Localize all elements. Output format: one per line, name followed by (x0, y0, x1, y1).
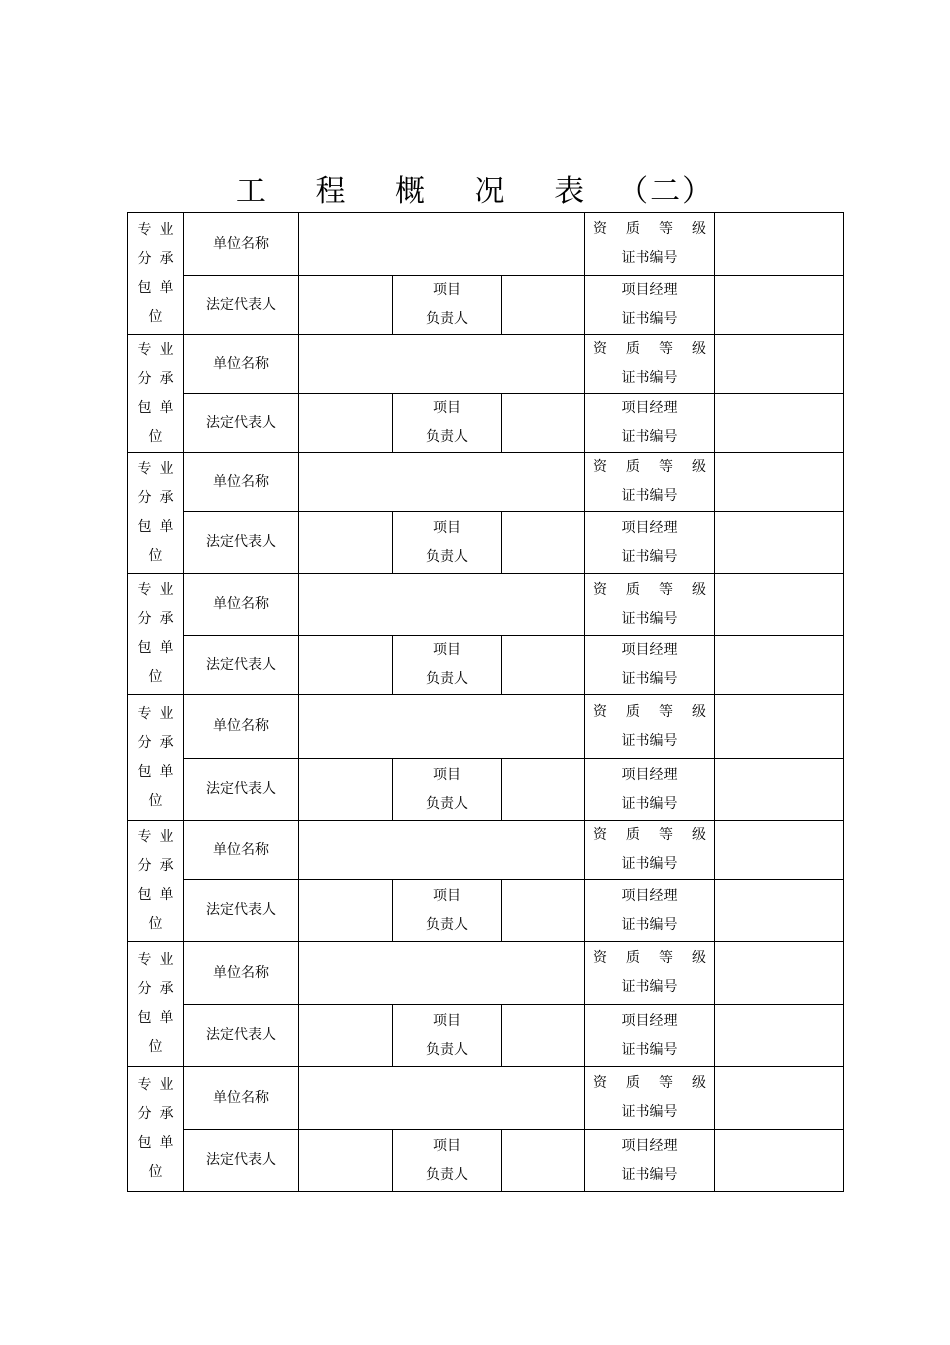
project-lead-label (393, 880, 502, 942)
title-sub: （二） (618, 174, 715, 209)
project-lead-label (393, 1130, 502, 1192)
legal-rep-label: 法定代表人 (206, 656, 276, 673)
qualification-grade-label (585, 698, 714, 727)
pm-cert-label-line1: 项目经理 (621, 887, 678, 904)
qualification-cert-label (585, 335, 715, 394)
project-lead-field[interactable] (502, 636, 585, 695)
unit-name-label: 单位名称 (213, 1089, 269, 1106)
unit-name-label-cell (184, 453, 299, 512)
subcontractor-group-label (128, 821, 184, 942)
project-lead-label (393, 512, 502, 574)
block-row-bottom (128, 512, 844, 574)
pm-cert-label-line2: 证书编号 (621, 311, 678, 327)
pm-cert-label (585, 1005, 715, 1067)
unit-name-field[interactable] (299, 695, 585, 759)
qualification-cert-label (585, 453, 715, 512)
legal-rep-label-cell (184, 394, 299, 453)
group-label-line: 包单 (137, 519, 182, 535)
pm-cert-label-line1: 项目经理 (621, 519, 678, 536)
group-label-line: 包单 (137, 887, 182, 903)
group-label-line: 分承 (137, 734, 182, 751)
pm-cert-label (585, 512, 715, 574)
subcontractor-group-label (128, 1067, 184, 1192)
unit-name-field[interactable] (299, 453, 585, 512)
pm-cert-label-line2: 证书编号 (621, 429, 678, 445)
qualification-grade-char: 等 (659, 827, 674, 843)
block-row-top (128, 335, 844, 394)
pm-cert-field[interactable] (715, 636, 844, 695)
subcontractor-group-label (128, 695, 184, 821)
unit-name-label-cell (184, 335, 299, 394)
project-lead-label-line2: 负责人 (426, 548, 468, 565)
unit-name-label: 单位名称 (213, 964, 269, 981)
legal-rep-label-cell (184, 636, 299, 695)
unit-name-label: 单位名称 (213, 473, 269, 490)
legal-rep-label-cell (184, 1005, 299, 1067)
title-main: 工 程 概 况 表 (235, 174, 605, 209)
pm-cert-field[interactable] (715, 880, 844, 942)
legal-rep-label-cell (184, 759, 299, 821)
group-label-line: 分承 (137, 490, 182, 506)
block-row-bottom (128, 276, 844, 335)
legal-rep-field[interactable] (299, 512, 393, 574)
cert-number-label: 证书编号 (621, 610, 678, 627)
qualification-cert-label (585, 942, 715, 1005)
legal-rep-label-cell (184, 276, 299, 335)
unit-name-field[interactable] (299, 1067, 585, 1130)
pm-cert-label-line1: 项目经理 (621, 642, 678, 658)
qualification-grade-char: 级 (692, 1075, 707, 1091)
qualification-grade-char: 资 (593, 341, 608, 357)
pm-cert-field[interactable] (715, 394, 844, 453)
qualification-grade-char: 等 (659, 341, 674, 357)
unit-name-label-cell (184, 821, 299, 880)
qualification-grade-char: 级 (692, 459, 707, 475)
group-label-line: 分承 (137, 858, 182, 874)
unit-name-label-cell (184, 213, 299, 276)
block-row-bottom (128, 394, 844, 453)
legal-rep-label-cell (184, 1130, 299, 1192)
qualification-cert-label (585, 821, 715, 880)
pm-cert-field[interactable] (715, 759, 844, 821)
legal-rep-label: 法定代表人 (206, 1027, 276, 1043)
pm-cert-label-line2: 证书编号 (621, 795, 678, 812)
subcontractor-group-label (128, 453, 184, 574)
group-label-line: 位 (148, 1039, 171, 1055)
project-lead-label-line1: 项目 (433, 1012, 461, 1029)
qualification-grade-char: 资 (593, 221, 608, 237)
cert-number-label: 证书编号 (621, 370, 678, 386)
qualification-grade-label (585, 453, 714, 482)
pm-cert-label-line1: 项目经理 (621, 1012, 678, 1029)
pm-cert-label (585, 880, 715, 942)
group-label-line: 包单 (137, 763, 182, 780)
group-label-line: 位 (148, 548, 171, 564)
project-lead-label-line2: 负责人 (426, 795, 468, 812)
qualification-grade-char: 级 (692, 703, 707, 720)
group-label-line: 包单 (137, 399, 182, 416)
unit-name-label-cell (184, 1067, 299, 1130)
unit-name-label: 单位名称 (213, 355, 269, 372)
group-label-line: 位 (148, 916, 171, 932)
qualification-grade-label (585, 215, 714, 244)
qualification-grade-label (585, 335, 714, 364)
pm-cert-label (585, 636, 715, 695)
pm-cert-label-line2: 证书编号 (621, 548, 678, 565)
legal-rep-field[interactable] (299, 1005, 393, 1067)
legal-rep-label: 法定代表人 (206, 534, 276, 550)
group-label-line: 位 (148, 792, 171, 809)
block-row-top (128, 453, 844, 512)
group-label-line: 专业 (137, 952, 182, 968)
cert-number-label: 证书编号 (621, 488, 678, 504)
cert-number-label: 证书编号 (621, 250, 678, 266)
project-lead-label (393, 394, 502, 453)
qualification-cert-label (585, 1067, 715, 1130)
qualification-grade-char: 资 (593, 1075, 608, 1091)
project-lead-label-line1: 项目 (433, 1137, 461, 1154)
group-label-line: 位 (148, 669, 171, 685)
pm-cert-label-line1: 项目经理 (621, 400, 678, 416)
cert-number-label: 证书编号 (621, 979, 678, 995)
cert-number-label: 证书编号 (621, 1104, 678, 1120)
group-label-line: 分承 (137, 1106, 182, 1122)
qualification-grade-char: 质 (626, 221, 641, 237)
group-label-line: 包单 (137, 1135, 182, 1151)
qualification-cert-field[interactable] (715, 213, 844, 276)
qualification-cert-field[interactable] (715, 453, 844, 512)
pm-cert-label (585, 759, 715, 821)
unit-name-field[interactable] (299, 942, 585, 1005)
qualification-cert-label (585, 574, 715, 636)
group-label-line: 分承 (137, 611, 182, 627)
legal-rep-field[interactable] (299, 1130, 393, 1192)
group-label-line: 专业 (137, 221, 182, 238)
qualification-grade-char: 质 (626, 1075, 641, 1091)
project-lead-field[interactable] (502, 512, 585, 574)
block-row-top (128, 942, 844, 1005)
group-label-line: 位 (148, 1164, 171, 1180)
legal-rep-label: 法定代表人 (206, 781, 276, 797)
block-row-bottom (128, 1005, 844, 1067)
block-row-bottom (128, 1130, 844, 1192)
project-lead-label-line2: 负责人 (426, 311, 468, 327)
qualification-grade-char: 资 (593, 950, 608, 966)
unit-name-label: 单位名称 (213, 235, 269, 252)
project-lead-label-line1: 项目 (433, 400, 461, 416)
qualification-grade-char: 质 (626, 703, 641, 720)
project-lead-field[interactable] (502, 880, 585, 942)
block-row-top (128, 1067, 844, 1130)
qualification-grade-char: 质 (626, 581, 641, 598)
qualification-grade-char: 资 (593, 703, 608, 720)
pm-cert-field[interactable] (715, 512, 844, 574)
qualification-grade-char: 质 (626, 950, 641, 966)
subcontractor-group-label (128, 574, 184, 695)
subcontractor-group-label (128, 335, 184, 453)
qualification-grade-char: 资 (593, 827, 608, 843)
project-lead-field[interactable] (502, 1130, 585, 1192)
project-lead-label-line2: 负责人 (426, 671, 468, 687)
legal-rep-field[interactable] (299, 276, 393, 335)
block-row-top (128, 695, 844, 759)
group-label-line: 专业 (137, 341, 182, 358)
pm-cert-label-line1: 项目经理 (621, 766, 678, 783)
qualification-cert-field[interactable] (715, 695, 844, 759)
qualification-cert-field[interactable] (715, 821, 844, 880)
unit-name-field[interactable] (299, 335, 585, 394)
group-label-line: 包单 (137, 279, 182, 296)
legal-rep-field[interactable] (299, 880, 393, 942)
group-label-line: 专业 (137, 461, 182, 477)
legal-rep-label: 法定代表人 (206, 1152, 276, 1168)
qualification-cert-field[interactable] (715, 942, 844, 1005)
project-lead-label-line1: 项目 (433, 887, 461, 904)
qualification-grade-char: 级 (692, 221, 707, 237)
unit-name-field[interactable] (299, 574, 585, 636)
pm-cert-label (585, 394, 715, 453)
unit-name-field[interactable] (299, 213, 585, 276)
legal-rep-label: 法定代表人 (206, 296, 276, 313)
qualification-grade-char: 等 (659, 221, 674, 237)
block-row-bottom (128, 759, 844, 821)
block-row-top (128, 213, 844, 276)
project-lead-field[interactable] (502, 276, 585, 335)
group-label-line: 专业 (137, 1077, 182, 1093)
pm-cert-field[interactable] (715, 1005, 844, 1067)
project-overview-table (127, 212, 844, 1192)
group-label-line: 分承 (137, 250, 182, 267)
block-row-top (128, 574, 844, 636)
project-lead-label-line1: 项目 (433, 642, 461, 658)
project-lead-label (393, 1005, 502, 1067)
group-label-line: 专业 (137, 705, 182, 722)
project-lead-label (393, 636, 502, 695)
qualification-cert-label (585, 213, 715, 276)
qualification-grade-char: 级 (692, 950, 707, 966)
project-lead-label-line2: 负责人 (426, 916, 468, 933)
table-body (128, 213, 844, 1192)
legal-rep-field[interactable] (299, 636, 393, 695)
project-lead-label-line1: 项目 (433, 282, 461, 298)
qualification-grade-char: 等 (659, 703, 674, 720)
legal-rep-field[interactable] (299, 394, 393, 453)
cert-number-label: 证书编号 (621, 732, 678, 749)
qualification-cert-field[interactable] (715, 1067, 844, 1130)
qualification-grade-char: 等 (659, 950, 674, 966)
project-lead-label-line2: 负责人 (426, 429, 468, 445)
group-label-line: 分承 (137, 370, 182, 387)
qualification-grade-char: 级 (692, 581, 707, 598)
pm-cert-label (585, 1130, 715, 1192)
legal-rep-label: 法定代表人 (206, 902, 276, 918)
page-title (0, 170, 950, 214)
pm-cert-label-line1: 项目经理 (621, 282, 678, 298)
pm-cert-label-line2: 证书编号 (621, 1166, 678, 1183)
block-row-bottom (128, 880, 844, 942)
cert-number-label: 证书编号 (621, 856, 678, 872)
legal-rep-label-cell (184, 512, 299, 574)
project-lead-label-line1: 项目 (433, 766, 461, 783)
pm-cert-label-line2: 证书编号 (621, 916, 678, 933)
project-lead-field[interactable] (502, 394, 585, 453)
group-label-line: 专业 (137, 582, 182, 598)
pm-cert-field[interactable] (715, 1130, 844, 1192)
qualification-grade-label (585, 576, 714, 605)
unit-name-label: 单位名称 (213, 596, 269, 612)
group-label-line: 包单 (137, 1010, 182, 1026)
qualification-grade-char: 等 (659, 1075, 674, 1091)
group-label-line: 位 (148, 428, 171, 445)
pm-cert-label-line1: 项目经理 (621, 1137, 678, 1154)
qualification-grade-char: 质 (626, 341, 641, 357)
project-lead-label-line2: 负责人 (426, 1166, 468, 1183)
unit-name-label: 单位名称 (213, 718, 269, 734)
legal-rep-label-cell (184, 880, 299, 942)
qualification-cert-field[interactable] (715, 335, 844, 394)
unit-name-label-cell (184, 942, 299, 1005)
project-lead-label-line1: 项目 (433, 519, 461, 536)
unit-name-field[interactable] (299, 821, 585, 880)
qualification-grade-label (585, 821, 714, 850)
qualification-cert-label (585, 695, 715, 759)
legal-rep-field[interactable] (299, 759, 393, 821)
pm-cert-field[interactable] (715, 276, 844, 335)
subcontractor-group-label (128, 942, 184, 1067)
qualification-grade-char: 质 (626, 827, 641, 843)
group-label-line: 包单 (137, 640, 182, 656)
pm-cert-label (585, 276, 715, 335)
qualification-grade-char: 级 (692, 341, 707, 357)
unit-name-label-cell (184, 695, 299, 759)
qualification-grade-char: 级 (692, 827, 707, 843)
subcontractor-group-label (128, 213, 184, 335)
project-lead-label-line2: 负责人 (426, 1041, 468, 1058)
group-label-line: 分承 (137, 981, 182, 997)
pm-cert-label-line2: 证书编号 (621, 1041, 678, 1058)
pm-cert-label-line2: 证书编号 (621, 671, 678, 687)
project-lead-field[interactable] (502, 1005, 585, 1067)
qualification-grade-char: 资 (593, 459, 608, 475)
qualification-grade-char: 质 (626, 459, 641, 475)
group-label-line: 专业 (137, 829, 182, 845)
project-lead-label (393, 759, 502, 821)
qualification-grade-char: 资 (593, 581, 608, 598)
qualification-grade-char: 等 (659, 459, 674, 475)
legal-rep-label: 法定代表人 (206, 414, 276, 431)
unit-name-label: 单位名称 (213, 841, 269, 858)
qualification-cert-field[interactable] (715, 574, 844, 636)
project-lead-field[interactable] (502, 759, 585, 821)
block-row-bottom (128, 636, 844, 695)
qualification-grade-char: 等 (659, 581, 674, 598)
qualification-grade-label (585, 944, 714, 973)
project-lead-label (393, 276, 502, 335)
qualification-grade-label (585, 1069, 714, 1098)
block-row-top (128, 821, 844, 880)
unit-name-label-cell (184, 574, 299, 636)
group-label-line: 位 (148, 308, 171, 325)
